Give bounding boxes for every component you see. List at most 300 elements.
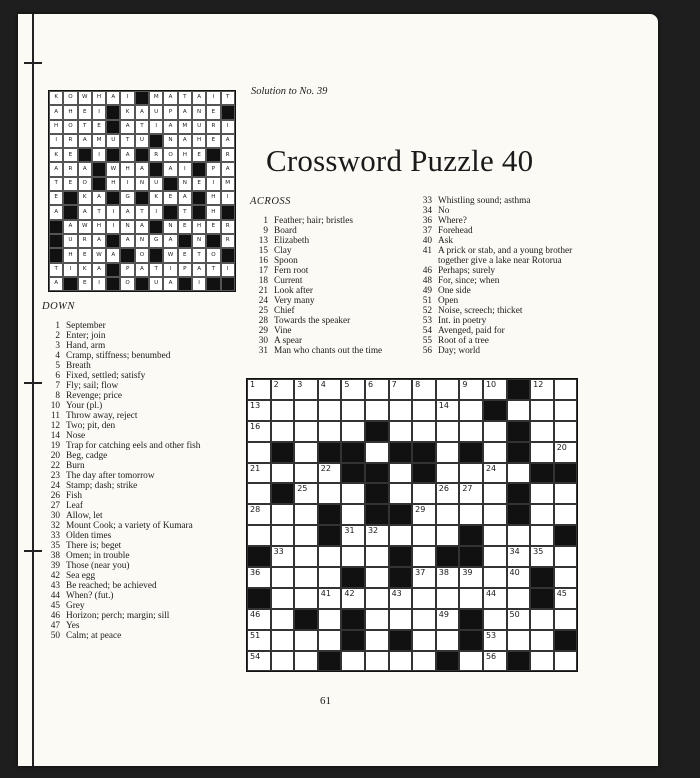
grid-cell[interactable]: [247, 483, 271, 504]
grid-cell[interactable]: [271, 400, 295, 421]
grid-cell[interactable]: [554, 421, 578, 442]
grid-cell[interactable]: [530, 651, 554, 672]
clue-number: 1: [55, 321, 60, 331]
grid-cell[interactable]: [554, 546, 578, 567]
clue-text: Two; pit, den: [66, 421, 116, 431]
solution-black-cell: [178, 234, 192, 248]
grid-cell[interactable]: [389, 588, 413, 609]
grid-cell[interactable]: [271, 379, 295, 400]
solution-black-cell: [163, 177, 177, 191]
down-clue: [42, 421, 222, 431]
grid-cell[interactable]: [271, 421, 295, 442]
down-clue: [42, 401, 222, 411]
clue-text: Allow, let: [66, 511, 103, 521]
clue-text: Enter; join: [66, 331, 106, 341]
grid-cell[interactable]: [507, 400, 531, 421]
grid-cell[interactable]: [365, 442, 389, 463]
across-clue: [414, 246, 582, 266]
clue-text: Int. in poetry: [438, 316, 487, 326]
solution-letter-cell: A: [163, 162, 177, 176]
solution-letter-cell: N: [120, 220, 134, 234]
grid-cell[interactable]: [554, 588, 578, 609]
solution-letter-cell: E: [63, 177, 77, 191]
grid-cell[interactable]: [389, 609, 413, 630]
grid-cell[interactable]: [507, 588, 531, 609]
grid-cell[interactable]: [271, 567, 295, 588]
clue-number: 47: [50, 621, 60, 631]
grid-cell[interactable]: [389, 400, 413, 421]
grid-cell[interactable]: [530, 546, 554, 567]
solution-letter-cell: H: [63, 105, 77, 119]
grid-cell[interactable]: [483, 463, 507, 484]
clue-text: Clay: [274, 246, 292, 256]
grid-cell[interactable]: [436, 630, 460, 651]
solution-black-cell: [106, 277, 120, 291]
grid-cell[interactable]: [530, 483, 554, 504]
grid-cell[interactable]: [483, 567, 507, 588]
solution-black-cell: [135, 191, 149, 205]
grid-cell[interactable]: [247, 567, 271, 588]
grid-cell[interactable]: [507, 630, 531, 651]
grid-cell[interactable]: [271, 630, 295, 651]
grid-cell[interactable]: [412, 588, 436, 609]
solution-letter-cell: A: [192, 263, 206, 277]
grid-cell[interactable]: [294, 504, 318, 525]
grid-cell[interactable]: [483, 546, 507, 567]
solution-letter-cell: A: [192, 91, 206, 105]
clue-number: 12: [533, 380, 544, 389]
grid-cell[interactable]: [436, 442, 460, 463]
solution-letter-cell: H: [106, 177, 120, 191]
book-page: [18, 14, 658, 766]
across-clues-column-1: [250, 216, 418, 356]
grid-cell[interactable]: [459, 504, 483, 525]
grid-cell[interactable]: [294, 400, 318, 421]
grid-cell[interactable]: [294, 651, 318, 672]
solution-letter-cell: H: [92, 220, 106, 234]
grid-cell[interactable]: [459, 463, 483, 484]
clue-text: A prick or stab, and a young brother together give a lake near Rotorua: [438, 246, 573, 266]
across-clue: [414, 196, 582, 206]
clue-number: 28: [250, 505, 261, 515]
grid-black-cell: [389, 630, 413, 651]
grid-cell[interactable]: [294, 442, 318, 463]
solution-letter-cell: H: [92, 91, 106, 105]
grid-cell[interactable]: [483, 483, 507, 504]
grid-cell[interactable]: [483, 504, 507, 525]
grid-cell[interactable]: [318, 400, 342, 421]
grid-black-cell: [318, 504, 342, 525]
grid-cell[interactable]: [412, 630, 436, 651]
clue-text: Towards the speaker: [274, 316, 351, 326]
clue-number: 33: [50, 531, 60, 541]
grid-cell[interactable]: [318, 546, 342, 567]
grid-cell[interactable]: [247, 442, 271, 463]
grid-cell[interactable]: [365, 379, 389, 400]
grid-cell[interactable]: [483, 609, 507, 630]
grid-cell[interactable]: [271, 546, 295, 567]
across-clue: [250, 276, 418, 286]
grid-cell[interactable]: [436, 463, 460, 484]
grid-cell[interactable]: [554, 483, 578, 504]
clue-number: 32: [50, 521, 60, 531]
solution-letter-cell: I: [92, 148, 106, 162]
clue-number: 24: [258, 296, 268, 306]
clue-text: Mount Cook; a variety of Kumara: [66, 521, 193, 531]
clue-number: 41: [320, 588, 331, 598]
grid-cell[interactable]: [318, 588, 342, 609]
grid-cell[interactable]: [459, 651, 483, 672]
down-clue: [42, 351, 222, 361]
solution-letter-cell: H: [192, 220, 206, 234]
solution-black-cell: [221, 277, 235, 291]
grid-cell[interactable]: [436, 504, 460, 525]
clue-number: 4: [55, 351, 60, 361]
solution-letter-cell: N: [192, 105, 206, 119]
solution-letter-cell: E: [192, 148, 206, 162]
down-clue: [42, 481, 222, 491]
grid-cell[interactable]: [436, 567, 460, 588]
grid-cell[interactable]: [341, 651, 365, 672]
grid-cell[interactable]: [436, 525, 460, 546]
clue-text: Be reached; be achieved: [66, 581, 157, 591]
solution-letter-cell: H: [206, 205, 220, 219]
grid-cell[interactable]: [271, 463, 295, 484]
solution-letter-cell: I: [120, 177, 134, 191]
grid-cell[interactable]: [341, 400, 365, 421]
grid-cell[interactable]: [436, 400, 460, 421]
solution-letter-cell: I: [221, 120, 235, 134]
down-clue: [42, 451, 222, 461]
grid-cell[interactable]: [459, 400, 483, 421]
grid-cell[interactable]: [530, 421, 554, 442]
grid-cell[interactable]: [365, 588, 389, 609]
grid-cell[interactable]: [318, 379, 342, 400]
grid-cell[interactable]: [483, 442, 507, 463]
across-clue: [414, 306, 582, 316]
clue-number: 45: [556, 588, 567, 598]
grid-cell[interactable]: [389, 379, 413, 400]
grid-cell[interactable]: [294, 567, 318, 588]
solution-letter-cell: O: [63, 91, 77, 105]
grid-cell[interactable]: [530, 379, 554, 400]
grid-cell[interactable]: [530, 630, 554, 651]
clue-number: 20: [556, 442, 567, 452]
grid-cell[interactable]: [554, 504, 578, 525]
grid-cell[interactable]: [294, 588, 318, 609]
grid-cell[interactable]: [365, 525, 389, 546]
grid-cell[interactable]: [271, 609, 295, 630]
solution-letter-cell: T: [178, 91, 192, 105]
clue-number: 40: [509, 568, 520, 578]
grid-cell[interactable]: [554, 651, 578, 672]
grid-cell[interactable]: [483, 379, 507, 400]
clue-number: 6: [367, 380, 374, 389]
solution-letter-cell: A: [135, 162, 149, 176]
solution-letter-cell: I: [221, 263, 235, 277]
grid-cell[interactable]: [365, 630, 389, 651]
grid-cell[interactable]: [459, 421, 483, 442]
clue-number: 29: [415, 505, 426, 515]
grid-cell[interactable]: [318, 421, 342, 442]
grid-cell[interactable]: [294, 379, 318, 400]
grid-cell[interactable]: [483, 525, 507, 546]
down-clue: [42, 621, 222, 631]
clue-number: 20: [50, 451, 60, 461]
grid-cell[interactable]: [554, 442, 578, 463]
grid-black-cell: [483, 400, 507, 421]
clue-text: Nose: [66, 431, 86, 441]
grid-cell[interactable]: [554, 609, 578, 630]
grid-cell[interactable]: [247, 504, 271, 525]
clue-number: 23: [50, 471, 60, 481]
clue-number: 4: [320, 380, 326, 389]
grid-cell[interactable]: [271, 588, 295, 609]
solution-letter-cell: A: [78, 134, 92, 148]
grid-cell[interactable]: [436, 421, 460, 442]
grid-cell[interactable]: [412, 651, 436, 672]
clue-text: Elizabeth: [274, 236, 310, 246]
solution-letter-cell: T: [192, 248, 206, 262]
grid-black-cell: [507, 379, 531, 400]
grid-black-cell: [507, 442, 531, 463]
grid-cell[interactable]: [530, 609, 554, 630]
clue-number: 8: [415, 380, 421, 389]
grid-cell[interactable]: [412, 504, 436, 525]
solution-letter-cell: T: [135, 205, 149, 219]
solution-letter-cell: H: [206, 191, 220, 205]
grid-cell[interactable]: [412, 525, 436, 546]
grid-cell[interactable]: [530, 504, 554, 525]
clue-text: Chief: [274, 306, 295, 316]
grid-cell[interactable]: [412, 400, 436, 421]
across-clue: [414, 336, 582, 346]
grid-cell[interactable]: [530, 525, 554, 546]
grid-cell[interactable]: [247, 651, 271, 672]
solution-letter-cell: I: [92, 277, 106, 291]
solution-letter-cell: R: [63, 134, 77, 148]
grid-cell[interactable]: [318, 609, 342, 630]
solution-letter-cell: A: [106, 248, 120, 262]
grid-cell[interactable]: [341, 421, 365, 442]
across-clue: [414, 236, 582, 246]
grid-cell[interactable]: [436, 609, 460, 630]
grid-cell[interactable]: [247, 525, 271, 546]
grid-cell[interactable]: [341, 379, 365, 400]
grid-cell[interactable]: [530, 442, 554, 463]
grid-cell[interactable]: [507, 463, 531, 484]
grid-cell[interactable]: [389, 525, 413, 546]
grid-cell[interactable]: [365, 567, 389, 588]
grid-cell[interactable]: [436, 379, 460, 400]
grid-black-cell: [389, 546, 413, 567]
grid-cell[interactable]: [412, 609, 436, 630]
grid-cell[interactable]: [459, 567, 483, 588]
grid-cell[interactable]: [318, 567, 342, 588]
clue-number: 54: [250, 651, 261, 661]
solution-letter-cell: T: [78, 120, 92, 134]
grid-cell[interactable]: [271, 504, 295, 525]
clue-text: Omen; in trouble: [66, 551, 130, 561]
grid-cell[interactable]: [507, 609, 531, 630]
grid-cell[interactable]: [412, 379, 436, 400]
solution-black-cell: [149, 220, 163, 234]
solution-letter-cell: I: [106, 220, 120, 234]
grid-cell[interactable]: [389, 483, 413, 504]
grid-cell[interactable]: [294, 525, 318, 546]
solution-letter-cell: T: [206, 263, 220, 277]
solution-letter-cell: M: [221, 177, 235, 191]
grid-cell[interactable]: [507, 567, 531, 588]
solution-letter-cell: E: [63, 148, 77, 162]
grid-cell[interactable]: [412, 483, 436, 504]
grid-cell[interactable]: [318, 463, 342, 484]
page-title: Crossword Puzzle 40: [266, 143, 534, 178]
grid-cell[interactable]: [247, 400, 271, 421]
down-clue: [42, 591, 222, 601]
grid-cell[interactable]: [341, 483, 365, 504]
grid-cell[interactable]: [389, 463, 413, 484]
solution-letter-cell: E: [92, 120, 106, 134]
solution-letter-cell: G: [120, 191, 134, 205]
solution-black-cell: [63, 205, 77, 219]
solution-letter-cell: A: [221, 162, 235, 176]
grid-cell[interactable]: [318, 483, 342, 504]
across-clue: [414, 226, 582, 236]
grid-cell[interactable]: [341, 588, 365, 609]
grid-cell[interactable]: [389, 651, 413, 672]
clue-text: Day; world: [438, 346, 481, 356]
clue-number: 28: [258, 316, 268, 326]
grid-black-cell: [271, 442, 295, 463]
clue-text: Throw away, reject: [66, 411, 138, 421]
grid-cell[interactable]: [412, 567, 436, 588]
grid-cell[interactable]: [271, 651, 295, 672]
grid-black-cell: [341, 609, 365, 630]
grid-cell[interactable]: [389, 421, 413, 442]
down-clue: [42, 411, 222, 421]
solution-letter-cell: R: [221, 220, 235, 234]
grid-cell[interactable]: [365, 609, 389, 630]
solution-letter-cell: A: [92, 191, 106, 205]
solution-letter-cell: A: [221, 134, 235, 148]
down-clue: [42, 491, 222, 501]
grid-cell[interactable]: [294, 463, 318, 484]
clue-number: 46: [250, 609, 261, 619]
grid-black-cell: [412, 463, 436, 484]
grid-cell[interactable]: [530, 400, 554, 421]
grid-cell[interactable]: [554, 567, 578, 588]
clue-number: 10: [50, 401, 60, 411]
grid-cell[interactable]: [459, 379, 483, 400]
solution-letter-cell: H: [63, 248, 77, 262]
solution-black-cell: [206, 148, 220, 162]
across-clue: [250, 266, 418, 276]
grid-cell[interactable]: [507, 546, 531, 567]
grid-cell[interactable]: [459, 483, 483, 504]
grid-cell[interactable]: [294, 421, 318, 442]
across-clue: [250, 316, 418, 326]
clue-number: 34: [509, 547, 520, 557]
solution-black-cell: [221, 205, 235, 219]
grid-cell[interactable]: [247, 379, 271, 400]
grid-black-cell: [365, 463, 389, 484]
grid-cell[interactable]: [294, 546, 318, 567]
clue-text: Ask: [438, 236, 453, 246]
solution-letter-cell: K: [78, 191, 92, 205]
solution-letter-cell: I: [49, 134, 63, 148]
grid-cell[interactable]: [554, 400, 578, 421]
solution-letter-cell: W: [163, 248, 177, 262]
grid-cell[interactable]: [483, 421, 507, 442]
grid-cell[interactable]: [341, 546, 365, 567]
grid-cell[interactable]: [412, 421, 436, 442]
clue-number: 51: [250, 630, 261, 640]
grid-cell[interactable]: [365, 546, 389, 567]
across-clue: [250, 306, 418, 316]
down-clue: [42, 441, 222, 451]
grid-cell[interactable]: [483, 588, 507, 609]
grid-cell[interactable]: [483, 651, 507, 672]
clue-text: There is; beget: [66, 541, 122, 551]
solution-letter-cell: A: [135, 220, 149, 234]
down-clue: [42, 341, 222, 351]
solution-letter-cell: E: [78, 277, 92, 291]
clue-number: 46: [422, 266, 432, 276]
clue-number: 31: [258, 346, 268, 356]
clue-number: 43: [391, 588, 402, 598]
grid-cell[interactable]: [271, 525, 295, 546]
clue-text: Vine: [274, 326, 292, 336]
grid-cell[interactable]: [554, 379, 578, 400]
clue-number: 12: [50, 421, 60, 431]
grid-cell[interactable]: [436, 483, 460, 504]
grid-cell[interactable]: [294, 483, 318, 504]
grid-cell[interactable]: [247, 609, 271, 630]
grid-cell[interactable]: [483, 630, 507, 651]
grid-cell[interactable]: [247, 463, 271, 484]
down-clue: [42, 521, 222, 531]
grid-cell[interactable]: [507, 525, 531, 546]
grid-black-cell: [554, 525, 578, 546]
grid-cell[interactable]: [247, 630, 271, 651]
clue-number: 41: [422, 246, 432, 256]
solution-letter-cell: E: [163, 191, 177, 205]
grid-black-cell: [412, 442, 436, 463]
grid-black-cell: [341, 463, 365, 484]
solution-letter-cell: U: [192, 120, 206, 134]
solution-letter-cell: A: [49, 105, 63, 119]
solution-letter-cell: A: [106, 91, 120, 105]
grid-cell[interactable]: [365, 400, 389, 421]
clue-text: Leaf: [66, 501, 84, 511]
grid-cell[interactable]: [247, 421, 271, 442]
grid-cell[interactable]: [459, 588, 483, 609]
clue-number: 13: [250, 400, 261, 410]
grid-cell[interactable]: [341, 504, 365, 525]
grid-cell[interactable]: [341, 525, 365, 546]
grid-cell[interactable]: [412, 546, 436, 567]
grid-cell[interactable]: [294, 630, 318, 651]
grid-cell[interactable]: [436, 588, 460, 609]
solution-letter-cell: R: [221, 234, 235, 248]
solution-black-cell: [92, 162, 106, 176]
grid-cell[interactable]: [318, 630, 342, 651]
clue-number: 38: [50, 551, 60, 561]
grid-cell[interactable]: [365, 651, 389, 672]
across-clue: [414, 326, 582, 336]
clue-text: Revenge; price: [66, 391, 123, 401]
